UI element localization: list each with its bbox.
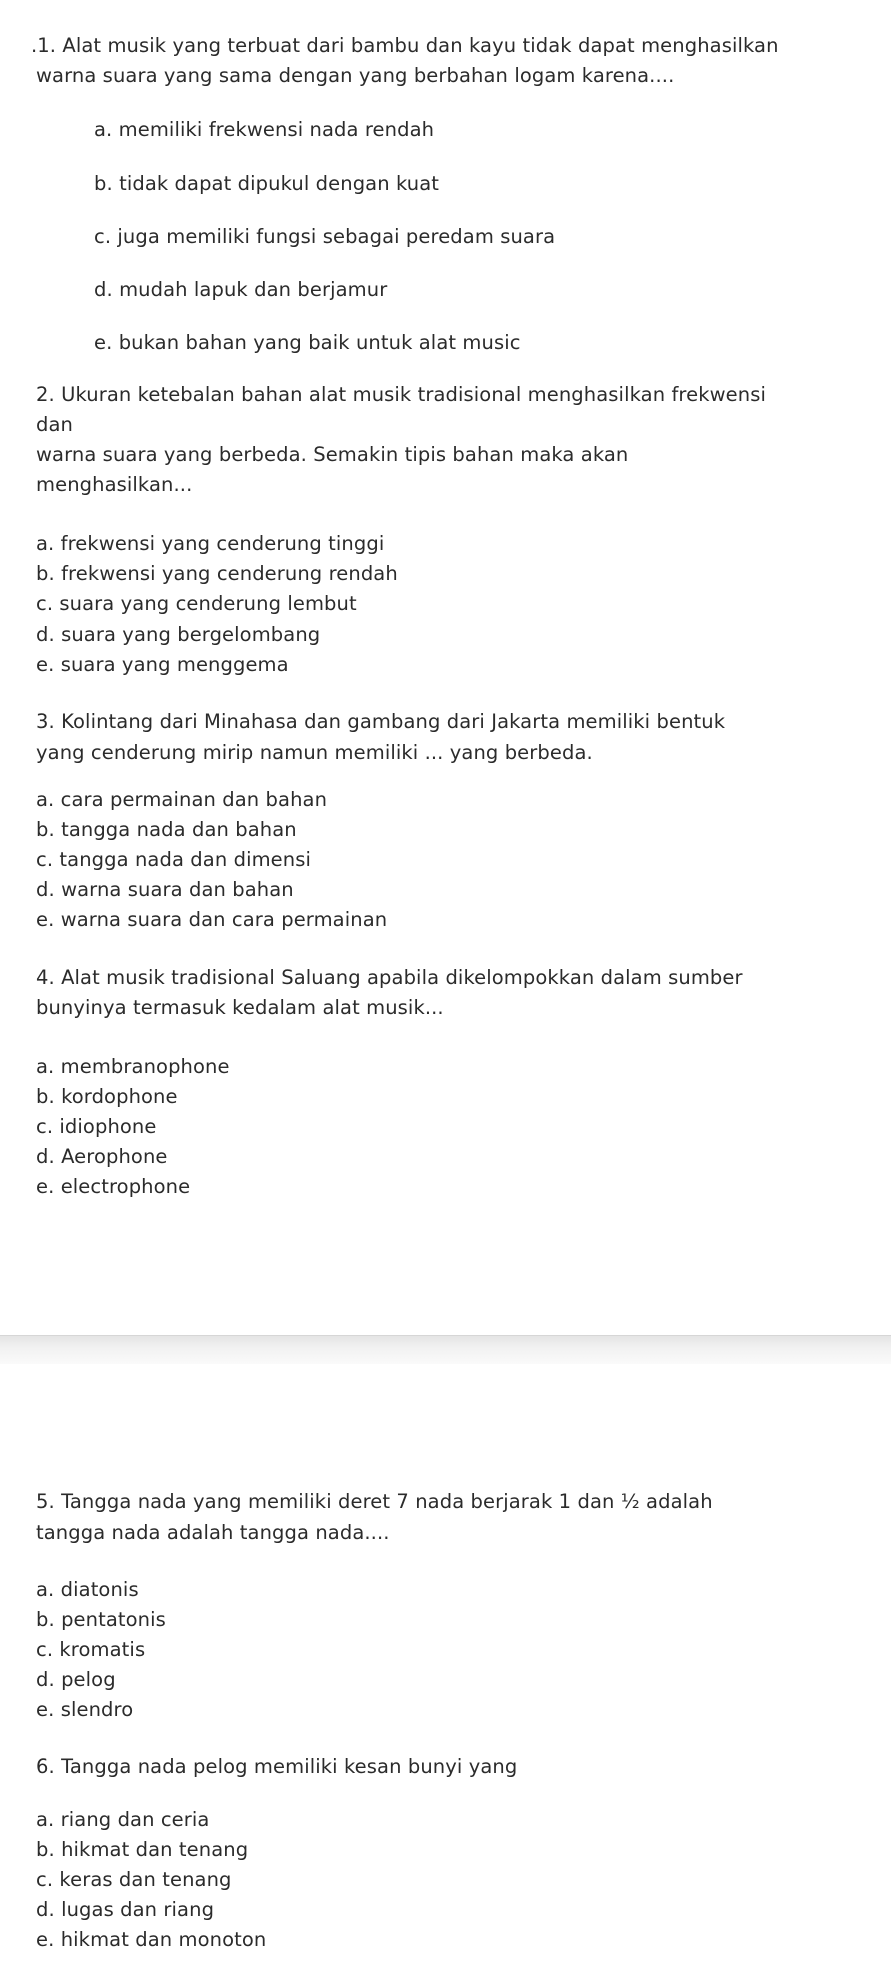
question-4-option-a: a. membranophone <box>36 1055 230 1078</box>
question-4-line-1: 4. Alat musik tradisional Saluang apabila dikelompokkan dalam sumber <box>36 966 743 989</box>
question-1-line-1: .1. Alat musik yang terbuat dari bambu dan kayu tidak dapat menghasilkan <box>31 34 779 57</box>
question-1-line-2: warna suara yang sama dengan yang berbahan logam karena.... <box>36 64 675 87</box>
question-2-option-a: a. frekwensi yang cenderung tinggi <box>36 532 385 555</box>
question-5-option-c: c. kromatis <box>36 1638 146 1661</box>
question-3-line-2: yang cenderung mirip namun memiliki ... yang berbeda. <box>36 741 593 764</box>
question-2-line-3: warna suara yang berbeda. Semakin tipis bahan maka akan <box>36 443 629 466</box>
question-1-option-d: d. mudah lapuk dan berjamur <box>94 278 388 301</box>
question-6-option-c: c. keras dan tenang <box>36 1868 232 1891</box>
question-4-option-d: d. Aerophone <box>36 1145 168 1168</box>
question-1-option-e: e. bukan bahan yang baik untuk alat music <box>94 331 521 354</box>
question-3-option-e: e. warna suara dan cara permainan <box>36 908 388 931</box>
question-5-option-b: b. pentatonis <box>36 1608 166 1631</box>
question-2-option-b: b. frekwensi yang cenderung rendah <box>36 562 398 585</box>
question-5-option-d: d. pelog <box>36 1668 116 1691</box>
question-1-option-b: b. tidak dapat dipukul dengan kuat <box>94 172 440 195</box>
question-2-line-2: dan <box>36 413 73 436</box>
question-2-option-c: c. suara yang cenderung lembut <box>36 592 357 615</box>
question-6-option-a: a. riang dan ceria <box>36 1808 210 1831</box>
question-5-line-2: tangga nada adalah tangga nada.... <box>36 1521 390 1544</box>
question-3-option-d: d. warna suara dan bahan <box>36 878 294 901</box>
question-3-option-a: a. cara permainan dan bahan <box>36 788 328 811</box>
question-6-line-1: 6. Tangga nada pelog memiliki kesan bunyi yang <box>36 1755 518 1778</box>
question-4-option-c: c. idiophone <box>36 1115 157 1138</box>
question-3-option-b: b. tangga nada dan bahan <box>36 818 297 841</box>
question-2-option-e: e. suara yang menggema <box>36 653 289 676</box>
question-6-option-b: b. hikmat dan tenang <box>36 1838 249 1861</box>
question-5-option-e: e. slendro <box>36 1698 134 1721</box>
question-3-option-c: c. tangga nada dan dimensi <box>36 848 312 871</box>
question-2-line-4: menghasilkan... <box>36 473 193 496</box>
question-3-line-1: 3. Kolintang dari Minahasa dan gambang dari Jakarta memiliki bentuk <box>36 710 726 733</box>
question-5-line-1: 5. Tangga nada yang memiliki deret 7 nada berjarak 1 dan ½ adalah <box>36 1490 713 1513</box>
question-1-option-a: a. memiliki frekwensi nada rendah <box>94 118 435 141</box>
question-4-option-e: e. electrophone <box>36 1175 191 1198</box>
question-4-option-b: b. kordophone <box>36 1085 178 1108</box>
question-2-line-1: 2. Ukuran ketebalan bahan alat musik tradisional menghasilkan frekwensi <box>36 383 766 406</box>
question-6-option-d: d. lugas dan riang <box>36 1898 215 1921</box>
question-2-option-d: d. suara yang bergelombang <box>36 623 321 646</box>
question-6-option-e: e. hikmat dan monoton <box>36 1928 267 1951</box>
question-5-option-a: a. diatonis <box>36 1578 139 1601</box>
question-4-line-2: bunyinya termasuk kedalam alat musik... <box>36 996 444 1019</box>
question-1-option-c: c. juga memiliki fungsi sebagai peredam suara <box>94 225 556 248</box>
screenshot-divider <box>0 1335 891 1364</box>
